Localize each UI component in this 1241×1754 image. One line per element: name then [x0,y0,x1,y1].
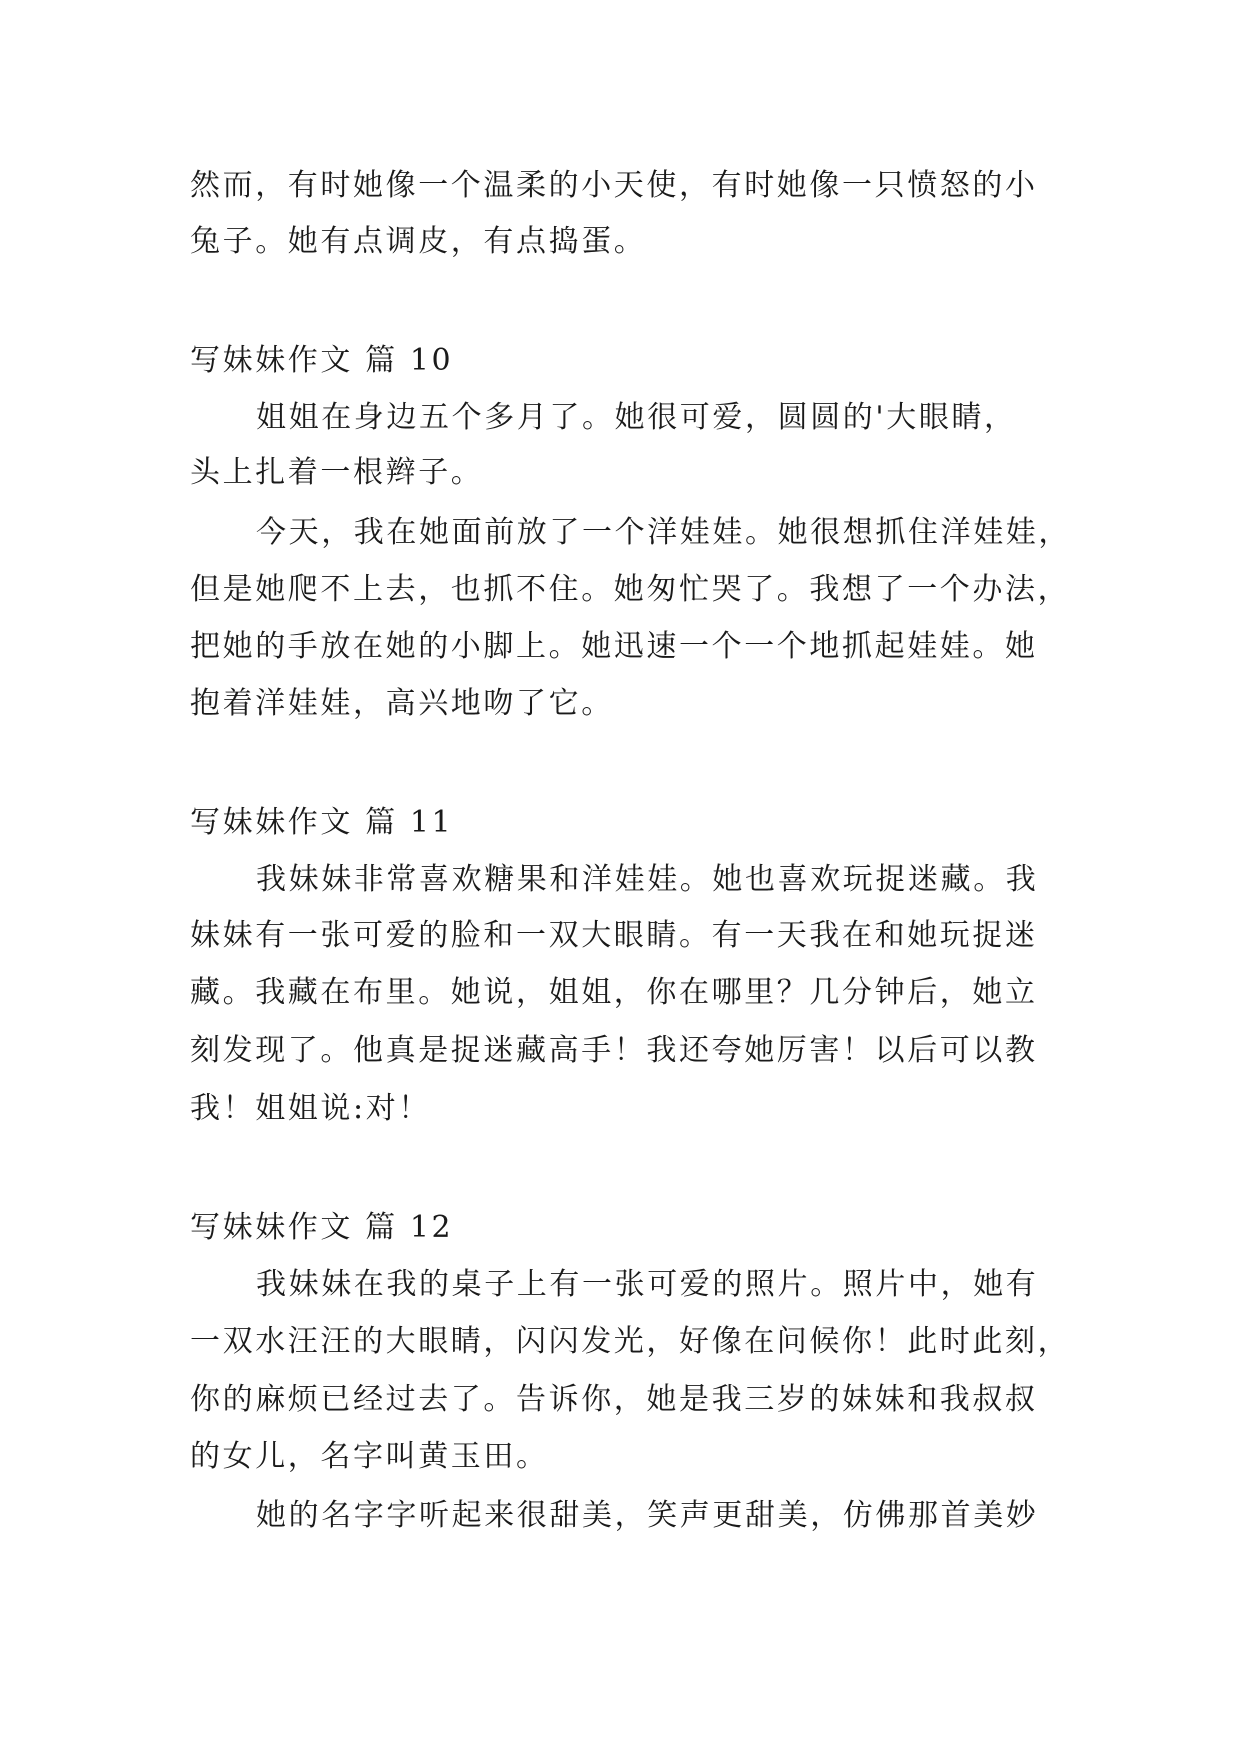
paragraph-line: 我妹妹在我的桌子上有一张可爱的照片。照片中，她有 [256,1267,1039,1302]
paragraph-line: 但是她爬不上去，也抓不住。她匆忙哭了。我想了一个办法， [190,572,1071,607]
section-heading: 写妹妹作文 篇 10 [190,343,454,378]
paragraph-line: 一双水汪汪的大眼睛，闪闪发光，好像在问候你！此时此刻， [190,1324,1071,1359]
paragraph-line: 兔子。她有点调皮，有点捣蛋。 [190,224,647,259]
paragraph-line: 我！姐姐说:对！ [190,1091,431,1126]
paragraph-line: 妹妹有一张可爱的脸和一双大眼睛。有一天我在和她玩捉迷 [190,918,1038,953]
paragraph-line: 刻发现了。他真是捉迷藏高手！我还夸她厉害！以后可以教 [190,1033,1038,1068]
paragraph-line: 今天，我在她面前放了一个洋娃娃。她很想抓住洋娃娃， [256,515,1071,550]
paragraph-line: 把她的手放在她的小脚上。她迅速一个一个地抓起娃娃。她 [190,629,1038,664]
paragraph-line: 你的麻烦已经过去了。告诉你，她是我三岁的妹妹和我叔叔 [190,1382,1038,1417]
paragraph-line: 的女儿，名字叫黄玉田。 [190,1439,549,1474]
paragraph-line: 然而，有时她像一个温柔的小天使，有时她像一只愤怒的小 [190,168,1038,203]
paragraph-line: 抱着洋娃娃，高兴地吻了它。 [190,686,614,721]
paragraph-line: 她的名字字听起来很甜美，笑声更甜美，仿佛那首美妙 [256,1498,1039,1533]
section-heading: 写妹妹作文 篇 11 [190,805,454,840]
paragraph-line: 头上扎着一根辫子。 [190,455,484,490]
section-heading: 写妹妹作文 篇 12 [190,1210,454,1245]
paragraph-line: 藏。我藏在布里。她说，姐姐，你在哪里？几分钟后，她立 [190,975,1038,1010]
paragraph-line: 姐姐在身边五个多月了。她很可爱，圆圆的'大眼睛， [256,400,1017,435]
paragraph-line: 我妹妹非常喜欢糖果和洋娃娃。她也喜欢玩捉迷藏。我 [256,862,1039,897]
